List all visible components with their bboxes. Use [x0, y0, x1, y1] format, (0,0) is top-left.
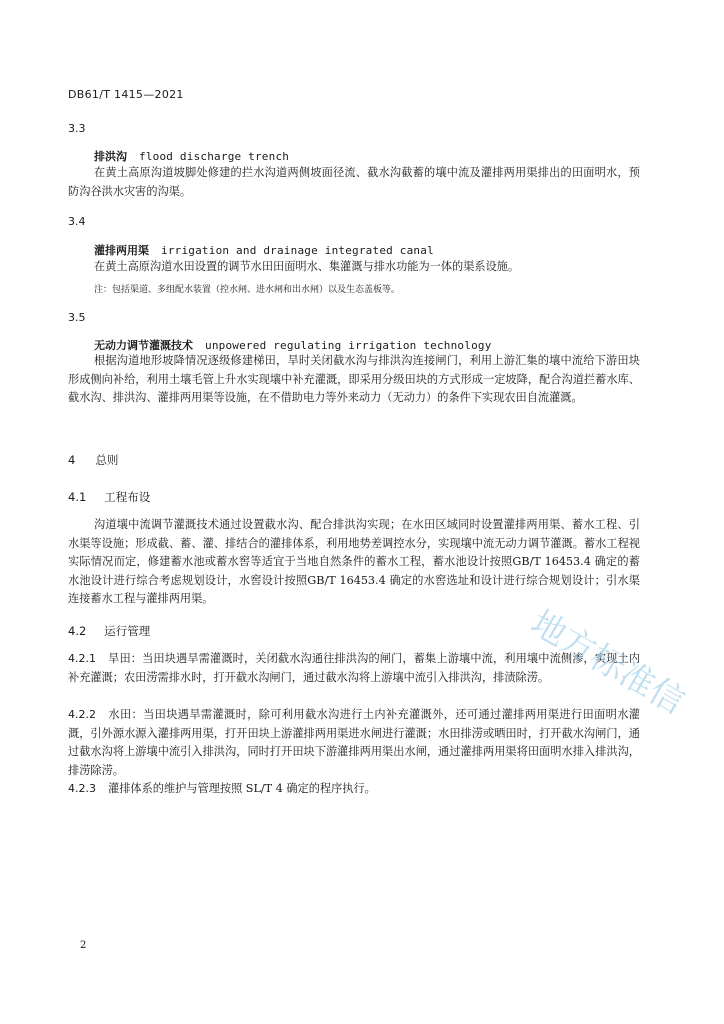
clause-4-2-3 — [68, 780, 640, 799]
clause-text: 水田：当田块遇旱需灌溉时，除可利用截水沟进行土内补充灌溉外，还可通过灌排两用渠进行田面明水灌溉，引外源水源入灌排两用渠，打开田块上游灌排两用渠进水闸进行灌溉；水田排涝或晒田时，打开截水沟闸门，通过截水沟将上游壤中流引入排洪沟，同时打开田块下游灌排两用渠出水闸，通过灌排两用渠将田面明水排入排洪沟，排涝除涝。 — [68, 708, 640, 777]
section-heading-4 — [68, 452, 118, 468]
term-en: irrigation and drainage integrated canal — [161, 244, 434, 257]
clause-number: 4.2.1 — [68, 652, 96, 665]
term-cn: 灌排两用渠 — [94, 244, 149, 257]
clause-text: 旱田：当田块遇旱需灌溉时，关闭截水沟通往排洪沟的闸门，蓄集上游壤中流，利用壤中流侧渗，实现土内补充灌溉；农田涝需排水时，打开截水沟闸门，通过截水沟将上游壤中流引入排洪沟，排渍除涝。 — [68, 652, 640, 684]
section-title: 运行管理 — [104, 624, 151, 638]
section-heading-4-1 — [68, 489, 150, 505]
term-en: unpowered regulating irrigation technology — [205, 339, 492, 352]
term-cn: 无动力调节灌溉技术 — [94, 339, 193, 352]
term-cn: 排洪沟 — [94, 150, 127, 163]
section-title: 工程布设 — [104, 490, 151, 504]
page-number: 2 — [80, 940, 87, 951]
section-title: 总则 — [95, 453, 119, 467]
body-4-1: 沟道壤中流调节灌溉技术通过设置截水沟、配合排洪沟实现；在水田区域同时设置灌排两用渠、蓄水工程、引水渠等设施；形成截、蓄、灌、排结合的灌排体系，利用地势差调控水分，实现壤中流无动力调节灌溉。蓄水工程视实际情况而定，修建蓄水池或蓄水窖等适宜于当地自然条件的蓄水工程，蓄水池设计按照GB/T 16453.4 确定的蓄水池设计进行综合考虑规划设计，水窖设计按照GB/T 16453.4 确定的水窖选址和设计进行综合规划设计；引水渠连接蓄水工程与灌排两用渠。 — [68, 518, 640, 605]
definition-3-3: 在黄土高原沟道坡脚处修建的拦水沟道两侧坡面径流、截水沟截蓄的壤中流及灌排两用渠排出的田面明水，预防沟谷洪水灾害的沟渠。 — [68, 166, 640, 198]
clause-number: 4.2.2 — [68, 708, 96, 721]
document-id-header: DB61/T 1415—2021 — [68, 88, 184, 101]
note-3-4: 注：包括渠道、多组配水装置（控水闸、进水闸和出水闸）以及生态盖板等。 — [94, 285, 401, 295]
clause-4-2-2 — [68, 706, 640, 780]
section-number: 4.2 — [68, 624, 87, 638]
definition-3-5: 根据沟道地形坡降情况逐级修建梯田，旱时关闭截水沟与排洪沟连接闸门，利用上游汇集的壤中流给下游田块形成侧向补给，利用土壤毛管上升水实现壤中补充灌溉，即采用分级田块的方式形成一定坡降，配合沟道拦蓄水库、截水沟、排洪沟、灌排两用渠等设施，在不借助电力等外来动力（无动力）的条件下实现农田自流灌溉。 — [68, 354, 640, 404]
section-heading-4-2 — [68, 623, 150, 639]
clause-number-3-4: 3.4 — [68, 215, 86, 228]
definition-3-4: 在黄土高原沟道水田设置的调节水田田面明水、集灌溉与排水功能为一体的渠系设施。 — [94, 260, 520, 273]
clause-text: 灌排体系的维护与管理按照 SL/T 4 确定的程序执行。 — [108, 782, 376, 795]
term-en: flood discharge trench — [139, 150, 290, 163]
section-number: 4 — [68, 453, 76, 467]
term-heading-3-3 — [94, 148, 289, 164]
term-heading-3-5 — [94, 337, 492, 353]
section-number: 4.1 — [68, 490, 87, 504]
watermark: 地方标准信 — [524, 602, 692, 723]
clause-number: 4.2.3 — [68, 782, 96, 795]
clause-number-3-5: 3.5 — [68, 311, 86, 324]
clause-number-3-3: 3.3 — [68, 122, 86, 135]
term-heading-3-4 — [94, 242, 434, 258]
